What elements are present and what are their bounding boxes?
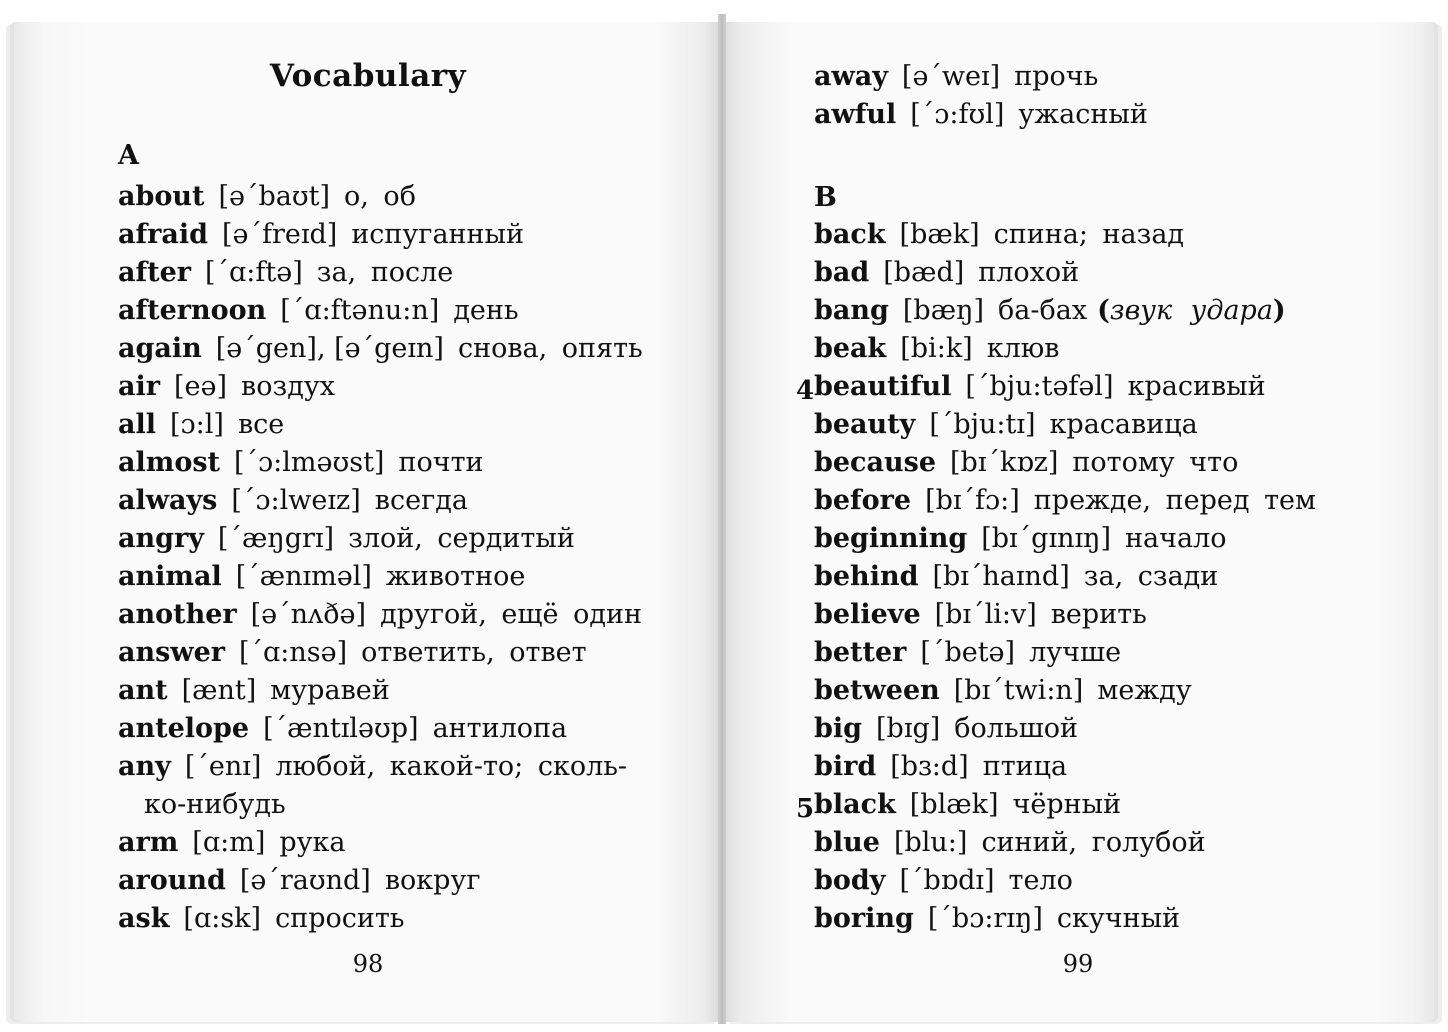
- entry-translation: злой, сердитый: [348, 523, 575, 554]
- vocabulary-entry: [814, 862, 1316, 900]
- page-number-right: 99: [1062, 950, 1094, 978]
- entry-translation: все: [237, 409, 285, 440]
- entry-translation: потому что: [1072, 447, 1239, 478]
- entry-word: always: [118, 485, 218, 516]
- entry-transcription: [bɪˊli:v]: [934, 599, 1037, 630]
- entry-transcription: [ˊɔ:lweɪz]: [231, 485, 361, 516]
- vocabulary-entry: [814, 634, 1316, 672]
- entry-translation: спросить: [275, 903, 405, 934]
- left-page: [14, 22, 722, 1022]
- vocabulary-entry: [118, 558, 643, 596]
- vocabulary-list-b: [796, 216, 1317, 938]
- entry-translation: спина; назад: [993, 219, 1185, 250]
- entry-translation: лучше: [1029, 637, 1122, 668]
- entry-translation: клюв: [986, 333, 1060, 364]
- vocabulary-entry: [118, 710, 643, 748]
- vocabulary-entry: [814, 444, 1316, 482]
- entry-transcription: [ˊbɔ:rɪŋ]: [927, 903, 1043, 934]
- entry-word: about: [118, 181, 205, 212]
- vocabulary-entry: [118, 368, 643, 406]
- entry-translation: прочь: [1014, 61, 1099, 92]
- entry-translation: день: [453, 295, 519, 326]
- entry-transcription: [ˊɔ:fʊl]: [910, 99, 1005, 130]
- entry-transcription: [ɑ:m]: [192, 827, 266, 858]
- entry-word: black: [814, 789, 896, 820]
- entry-transcription: [ɔ:l]: [170, 409, 224, 440]
- entry-translation: ответить, ответ: [361, 637, 587, 668]
- entry-word: bang: [814, 295, 889, 326]
- entry-transcription: [bæŋ]: [902, 295, 985, 326]
- entry-transcription: [ˊɑ:ftənu:n]: [280, 295, 440, 326]
- vocabulary-entry: [814, 710, 1316, 748]
- entry-word: beautiful: [814, 371, 952, 402]
- entry-word: big: [814, 713, 863, 744]
- entry-translation: птица: [982, 751, 1068, 782]
- entry-transcription: [blu:]: [893, 827, 968, 858]
- entry-transcription: [əˊraʊnd]: [239, 865, 371, 896]
- entry-transcription: [əˊfreɪd]: [221, 219, 338, 250]
- vocabulary-list-a-continued: [814, 58, 1148, 134]
- entry-translation: большой: [954, 713, 1079, 744]
- entry-translation: тело: [1008, 865, 1073, 896]
- entry-transcription: [bi:k]: [900, 333, 973, 364]
- vocabulary-entry: [118, 482, 643, 520]
- entry-word: body: [814, 865, 886, 896]
- entry-transcription: [ˊbetə]: [920, 637, 1016, 668]
- entry-word: back: [814, 219, 886, 250]
- entry-translation: другой, ещё один: [380, 599, 642, 630]
- note-text: звук удара: [1109, 295, 1273, 326]
- entry-word: bird: [814, 751, 877, 782]
- entry-translation: любой, какой-то; сколь-: [275, 751, 628, 782]
- entry-translation: плохой: [978, 257, 1080, 288]
- entry-word: antelope: [118, 713, 250, 744]
- entry-word: angry: [118, 523, 204, 554]
- entry-translation: ба-бах: [998, 295, 1088, 326]
- vocabulary-entry: [118, 330, 643, 368]
- entry-transcription: [əˊweɪ]: [901, 61, 1001, 92]
- entry-translation: чёрный: [1012, 789, 1122, 820]
- entry-note: [1097, 295, 1286, 326]
- entry-word: answer: [118, 637, 225, 668]
- entry-translation: антилопа: [432, 713, 568, 744]
- entry-word: boring: [814, 903, 914, 934]
- entry-transcription: [bɪˊhaɪnd]: [932, 561, 1070, 592]
- entry-word: believe: [814, 599, 921, 630]
- entry-word: arm: [118, 827, 179, 858]
- entry-transcription: [əˊgen], [əˊgeɪn]: [215, 333, 444, 364]
- vocabulary-entry: [118, 178, 643, 216]
- entry-translation: за, после: [316, 257, 454, 288]
- entry-word: all: [118, 409, 157, 440]
- book-spine: [718, 14, 726, 1024]
- vocabulary-entry: [814, 520, 1316, 558]
- vocabulary-entry: [118, 824, 643, 862]
- entry-transcription: [bɪˊkɒz]: [950, 447, 1059, 478]
- vocabulary-entry: [814, 596, 1316, 634]
- entry-translation: рука: [279, 827, 346, 858]
- entry-word: away: [814, 61, 888, 92]
- vocabulary-list-a: [118, 178, 643, 938]
- entry-transcription: [ˊænɪməl]: [235, 561, 372, 592]
- entry-word: ask: [118, 903, 170, 934]
- vocabulary-entry: [118, 254, 643, 292]
- vocabulary-entry: [814, 558, 1316, 596]
- entry-transcription: [blæk]: [909, 789, 999, 820]
- entry-transcription: [ɑ:sk]: [183, 903, 262, 934]
- entry-word: between: [814, 675, 940, 706]
- entry-word: beginning: [814, 523, 968, 554]
- vocabulary-entry-continuation: [118, 786, 643, 824]
- entry-word: animal: [118, 561, 222, 592]
- entry-word: beauty: [814, 409, 916, 440]
- entry-transcription: [bɪˊfɔ:]: [925, 485, 1020, 516]
- note-paren-close: ): [1272, 295, 1286, 326]
- entry-translation: красавица: [1049, 409, 1198, 440]
- entry-translation: синий, голубой: [981, 827, 1206, 858]
- entry-translation: начало: [1125, 523, 1227, 554]
- entry-translation: муравей: [270, 675, 390, 706]
- entry-transcription: [bɪˊtwi:n]: [953, 675, 1084, 706]
- entry-translation: красивый: [1127, 371, 1266, 402]
- entry-translation: животное: [385, 561, 526, 592]
- vocabulary-entry: [118, 520, 643, 558]
- entry-word: afternoon: [118, 295, 267, 326]
- entry-translation: снова, опять: [457, 333, 643, 364]
- note-paren-open: (: [1097, 295, 1110, 326]
- page-number-left: 98: [352, 950, 384, 978]
- vocabulary-entry: [118, 900, 643, 938]
- entry-word: around: [118, 865, 226, 896]
- entry-transcription: [ˊɔ:lməʊst]: [234, 447, 385, 478]
- vocabulary-entry: [814, 58, 1148, 96]
- vocabulary-entry: [118, 748, 643, 786]
- entry-word: after: [118, 257, 191, 288]
- vocabulary-entry: [814, 406, 1316, 444]
- entry-word: better: [814, 637, 907, 668]
- vocabulary-entry: [118, 216, 643, 254]
- entry-transcription: [ˊɑ:nsə]: [238, 637, 348, 668]
- vocabulary-entry: [814, 900, 1316, 938]
- entry-translation: верить: [1050, 599, 1147, 630]
- entry-transcription: [ˊæŋgrɪ]: [217, 523, 335, 554]
- entry-translation: ужасный: [1018, 99, 1148, 130]
- entry-translation: испуганный: [351, 219, 525, 250]
- entry-transcription: [ˊenɪ]: [184, 751, 262, 782]
- entry-translation: всегда: [374, 485, 468, 516]
- entry-transcription: [ˊbju:təfəl]: [965, 371, 1114, 402]
- right-page: [722, 22, 1434, 1022]
- entry-word: almost: [118, 447, 221, 478]
- entry-transcription: [eə]: [173, 371, 228, 402]
- vocabulary-entry: [814, 672, 1316, 710]
- vocabulary-entry: [814, 482, 1316, 520]
- vocabulary-entry: [118, 672, 643, 710]
- entry-word: bad: [814, 257, 870, 288]
- vocabulary-entry: [118, 292, 643, 330]
- vocabulary-entry: [796, 786, 1316, 824]
- entry-transcription: [ænt]: [181, 675, 257, 706]
- entry-word: beak: [814, 333, 887, 364]
- entry-transcription: [bɪˊgɪnɪŋ]: [981, 523, 1112, 554]
- vocabulary-entry: [118, 634, 643, 672]
- entry-transcription: [ˊæntɪləʊp]: [263, 713, 419, 744]
- vocabulary-entry: [118, 444, 643, 482]
- vocabulary-entry: [118, 596, 643, 634]
- entry-word: another: [118, 599, 237, 630]
- entry-word: ant: [118, 675, 168, 706]
- vocabulary-entry: [814, 254, 1316, 292]
- entry-transcription: [əˊnʌðə]: [250, 599, 367, 630]
- vocabulary-entry: [814, 748, 1316, 786]
- entry-word: afraid: [118, 219, 208, 250]
- entry-translation: вокруг: [384, 865, 481, 896]
- entry-translation: воздух: [241, 371, 335, 402]
- entry-word: blue: [814, 827, 880, 858]
- vocabulary-entry: [814, 96, 1148, 134]
- vocabulary-entry: [814, 330, 1316, 368]
- vocabulary-entry: [814, 824, 1316, 862]
- entry-translation: прежде, перед тем: [1033, 485, 1317, 516]
- entry-transcription: [ˊbju:tɪ]: [929, 409, 1036, 440]
- entry-transcription: [bɪg]: [876, 713, 941, 744]
- vocabulary-entry: [814, 216, 1316, 254]
- entry-translation: о, об: [344, 181, 416, 212]
- entry-transcription: [əˊbaʊt]: [218, 181, 331, 212]
- entry-translation: почти: [398, 447, 484, 478]
- entry-word: before: [814, 485, 912, 516]
- entry-translation-continuation: ко-нибудь: [144, 789, 286, 820]
- entry-transcription: [bæk]: [899, 219, 980, 250]
- entry-translation: между: [1097, 675, 1192, 706]
- entry-word: any: [118, 751, 171, 782]
- section-letter-b: B: [814, 182, 837, 213]
- entry-marker: 4: [796, 376, 815, 406]
- vocabulary-entry: [118, 406, 643, 444]
- vocabulary-entry: [814, 292, 1316, 330]
- entry-word: behind: [814, 561, 919, 592]
- entry-transcription: [ˊɑ:ftə]: [204, 257, 303, 288]
- vocabulary-entry: [118, 862, 643, 900]
- entry-transcription: [ˊbɒdɪ]: [899, 865, 995, 896]
- entry-transcription: [bɜ:d]: [890, 751, 969, 782]
- section-letter-a: A: [118, 140, 139, 171]
- entry-word: because: [814, 447, 937, 478]
- page-title: Vocabulary: [269, 58, 467, 94]
- entry-word: air: [118, 371, 160, 402]
- entry-translation: за, сзади: [1083, 561, 1219, 592]
- entry-transcription: [bæd]: [883, 257, 965, 288]
- vocabulary-entry: [796, 368, 1316, 406]
- entry-word: again: [118, 333, 202, 364]
- entry-translation: скучный: [1056, 903, 1181, 934]
- entry-marker: 5: [796, 794, 815, 824]
- entry-word: awful: [814, 99, 897, 130]
